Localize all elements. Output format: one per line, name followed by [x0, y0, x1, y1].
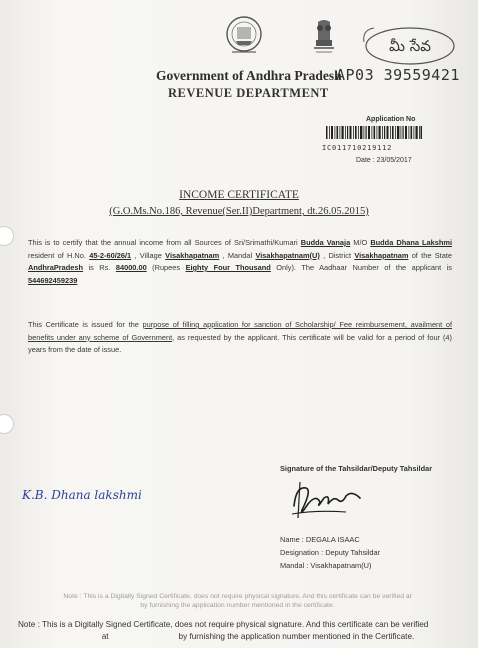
certificate-purpose: purpose of filling application for sanction of Scholarship/ Fee reimbursement, availment of benefits under any scheme of Government	[28, 320, 452, 342]
punch-hole	[0, 226, 14, 246]
applicant-name: Budda Vanaja	[300, 238, 351, 247]
signatory-title: Signature of the Tahsildar/Deputy Tahsildar	[280, 464, 433, 473]
certificate-title: INCOME CERTIFICATE	[179, 189, 299, 201]
officer-designation: Designation : Deputy Tahsildar	[280, 548, 381, 557]
application-barcode	[326, 126, 422, 139]
faint-bleedthrough-note: Note : This is a Digitally Signed Certificate, does not require physical signature. And this certificate can be verified at by furnishing the application number mentioned in the certificate.	[63, 593, 412, 609]
application-number-label: Application No	[366, 116, 416, 123]
officer-signature	[286, 476, 368, 522]
house-number: 45-2-60/26/1	[89, 250, 132, 260]
svg-text:K.B. Dhana lakshmi: K.B. Dhana lakshmi	[22, 488, 142, 502]
government-name: Government of Andhra Pradesh	[156, 68, 342, 83]
state-emblem-icon	[224, 14, 264, 58]
mandal: Visakhapatnam(U)	[255, 250, 320, 260]
national-emblem-icon	[310, 18, 338, 58]
district: Visakhapatnam	[354, 250, 409, 260]
income-amount: 84000.00	[115, 263, 147, 272]
department-name: REVENUE DEPARTMENT	[168, 86, 329, 100]
officer-name: Name : DEGALA ISAAC	[280, 535, 360, 544]
purpose-paragraph: This Certificate is issued for the purpose of filling application for sanction of Scholarship/ Fee reimbursement, availment of benefits under any scheme of Government, as requested by the applicant. This certificate will be valid for a period of four (4) years from the date of issue.	[28, 320, 452, 354]
income-amount-words: Eighty Four Thousand	[185, 263, 271, 272]
income-statement-paragraph: This is to certify that the annual income from all Sources of Sri/Srimathi/Kumari Budda Vanaja M/O Budda Dhana Lakshmi resident of H.No. 45-2-60/26/1 , Village Visakhapatnam , Mandal Visakhapatnam(U) , District Visakhapatnam of the State AndhraPradesh is Rs. 84000.00 (Rupees Eighty Four Thousand Only). The Aadhaar Number of the applicant is 544692459239	[28, 238, 453, 285]
svg-text:మీ సేవ: మీ సేవ	[389, 37, 431, 55]
state: AndhraPradesh	[28, 263, 84, 272]
parent-name: Budda Dhana Lakshmi	[370, 238, 453, 247]
verification-note: Note : This is a Digitally Signed Certificate, does not require physical signature. And this certificate can be verified at by furnishing the application number mentioned in the Certificate.	[18, 620, 429, 641]
application-number: IC011710219112	[322, 144, 393, 152]
issue-date: Date : 23/05/2017	[356, 157, 412, 164]
officer-mandal: Mandal : Visakhapatnam(U)	[280, 561, 372, 570]
certificate-serial-number: AP03 39559421	[336, 66, 460, 84]
punch-hole	[0, 414, 14, 434]
officer-details	[280, 533, 380, 572]
village: Visakhapatnam	[165, 250, 220, 260]
meeseva-logo	[360, 20, 456, 68]
applicant-handwritten-signature	[20, 482, 180, 506]
government-order-reference: (G.O.Ms.No.186, Revenue(Ser.II)Department, dt.26.05.2015)	[109, 206, 369, 217]
aadhaar-number: 544692459239	[28, 275, 78, 285]
